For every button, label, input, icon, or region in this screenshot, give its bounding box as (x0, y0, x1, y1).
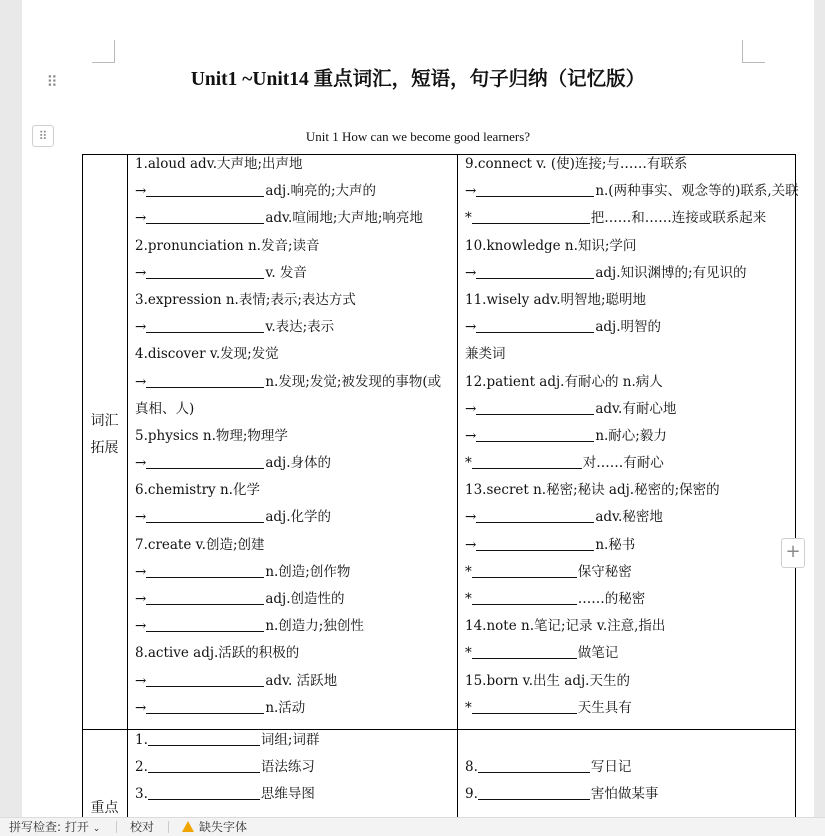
line-meaning: 思维导图 (260, 786, 315, 803)
line-meaning: 害怕做某事 (590, 786, 659, 803)
fill-in-blank (476, 318, 594, 333)
vocab-line: 13.secret n.秘密;秘诀 adj.秘密的;保密的 (465, 482, 720, 499)
fill-in-blank (472, 563, 577, 578)
fill-in-blank (148, 758, 260, 773)
line-meaning: 天生具有 (577, 699, 632, 716)
fill-in-blank (146, 182, 264, 197)
vocab-line (135, 450, 453, 477)
line-meaning: n.耐心;毅力 (595, 427, 667, 444)
vocab-line: 9.connect v. (使)连接;与……有联系 (465, 156, 688, 172)
line-meaning: 对……有耐心 (582, 455, 664, 472)
fill-in-blank (476, 536, 594, 551)
line-prefix: * (465, 645, 472, 662)
fill-in-blank (146, 672, 264, 687)
fill-in-blank (476, 400, 594, 415)
line-prefix: → (135, 455, 147, 472)
vocab-line: 兼类词 (465, 346, 506, 363)
vocab-line: 2.pronunciation n.发音;读音 (135, 237, 320, 254)
document-page (22, 0, 814, 817)
table-label-divider (127, 154, 128, 817)
line-prefix: * (465, 591, 472, 607)
vocab-line (465, 559, 791, 586)
line-prefix: 3. (135, 786, 148, 803)
line-prefix: → (135, 373, 147, 390)
vocab-left-column (135, 151, 453, 722)
vocab-line (465, 423, 791, 450)
line-meaning: v. 发音 (265, 264, 307, 281)
fill-in-blank (476, 264, 594, 279)
line-prefix: → (135, 699, 147, 716)
line-prefix: → (135, 210, 147, 227)
vocab-line (465, 504, 791, 531)
line-meaning: 写日记 (590, 759, 632, 776)
fill-in-blank (476, 182, 594, 197)
fill-in-blank (146, 590, 264, 605)
document-title: Unit1 ~Unit14 重点词汇，短语，句子归纳（记忆版） (190, 69, 646, 90)
unit-subtitle: Unit 1 How can we become good learners? (305, 129, 531, 144)
vocab-line (135, 727, 453, 754)
missing-font-button[interactable]: 缺失字体 (182, 820, 247, 834)
vocab-line (135, 586, 453, 613)
fill-in-blank (146, 508, 264, 523)
vocab-line: 10.knowledge n.知识;学问 (465, 237, 637, 254)
line-meaning: n.活动 (265, 699, 306, 716)
line-meaning: 保守秘密 (577, 563, 632, 580)
fill-in-blank (146, 264, 264, 279)
line-prefix: 2. (135, 759, 148, 776)
line-prefix: * (465, 699, 472, 716)
page-corner-mark-right (742, 40, 765, 63)
vocab-line (465, 532, 791, 559)
vocab-line: 7.create v.创造;创建 (135, 536, 265, 553)
paragraph-drag-handle[interactable]: ⠿ (46, 73, 58, 91)
line-prefix: → (135, 264, 147, 281)
vocab-line (465, 314, 791, 341)
line-meaning: adj.明智的 (595, 319, 661, 336)
line-prefix: → (465, 319, 477, 336)
vocab-line (135, 754, 453, 781)
page-gutter (814, 0, 825, 817)
phrase-left-column (135, 727, 453, 809)
vocab-line (465, 396, 791, 423)
phrase-right-column (465, 727, 791, 809)
line-prefix: → (135, 319, 147, 336)
vocab-line (135, 695, 453, 722)
fill-in-blank (472, 699, 577, 714)
line-meaning: adv.有耐心地 (595, 400, 677, 417)
fill-in-blank (146, 699, 264, 714)
vocab-line (465, 695, 791, 722)
line-meaning: ……的秘密 (577, 591, 646, 607)
line-prefix: * (465, 563, 472, 580)
vocab-line (465, 754, 791, 781)
vocab-line: 6.chemistry n.化学 (135, 482, 260, 499)
chevron-down-icon: ⌄ (92, 824, 101, 834)
line-meaning: 语法练习 (260, 759, 315, 776)
line-prefix: 8. (465, 759, 478, 776)
vocab-line (465, 781, 791, 808)
fill-in-blank (146, 318, 264, 333)
line-prefix: → (465, 427, 477, 444)
table-border-right (795, 154, 796, 817)
line-meaning: adj.响亮的;大声的 (265, 183, 377, 200)
line-prefix: → (465, 183, 477, 200)
page-corner-mark-left (92, 40, 115, 63)
line-meaning: n.发现;发觉;被发现的事物(或真相、人) (135, 373, 442, 417)
fill-in-blank (472, 644, 577, 659)
fill-in-blank (146, 454, 264, 469)
line-prefix: → (135, 509, 147, 526)
vocab-line (135, 781, 453, 808)
status-separator (168, 821, 169, 833)
status-bar (0, 817, 825, 836)
line-meaning: n.秘书 (595, 536, 636, 553)
vocab-line (465, 640, 791, 667)
line-prefix: * (465, 210, 472, 227)
line-prefix: → (465, 264, 477, 281)
fill-in-blank (476, 427, 594, 442)
vocab-line (135, 613, 453, 640)
vocab-line: 5.physics n.物理;物理学 (135, 427, 288, 444)
vocab-line (465, 205, 791, 232)
line-meaning: 把……和……连接或联系起来 (590, 210, 767, 227)
table-column-divider (457, 154, 458, 817)
line-meaning: adj.创造性的 (265, 591, 345, 608)
line-prefix: → (465, 536, 477, 553)
proofread-button[interactable]: 校对 (130, 820, 155, 834)
vocab-line (465, 727, 791, 754)
fill-in-blank (146, 563, 264, 578)
line-meaning: adv. 活跃地 (265, 672, 338, 689)
warning-icon (182, 821, 194, 832)
line-prefix: → (135, 672, 147, 689)
line-meaning: adv.秘密地 (595, 509, 663, 526)
vocab-table (82, 154, 799, 817)
spellcheck-toggle[interactable]: 拼写检查: 打开 ⌄ (9, 820, 101, 834)
line-prefix: 1. (135, 732, 148, 748)
vocab-line: 12.patient adj.有耐心的 n.病人 (465, 373, 663, 390)
table-move-handle[interactable]: ⠿ (32, 125, 54, 147)
vocab-right-column (465, 151, 799, 722)
fill-in-blank (472, 590, 577, 605)
fill-in-blank (476, 508, 594, 523)
add-column-button[interactable]: + (781, 538, 805, 568)
fill-in-blank (146, 373, 264, 388)
fill-in-blank (146, 617, 264, 632)
vocab-line (135, 668, 453, 695)
line-prefix: → (465, 509, 477, 526)
line-prefix: * (465, 455, 472, 472)
table-border-left (82, 154, 83, 817)
fill-in-blank (148, 731, 260, 746)
key-phrases-label: 重点 (90, 800, 119, 816)
line-meaning: adj.知识渊博的;有见识的 (595, 264, 747, 281)
fill-in-blank (478, 758, 590, 773)
vocab-line (135, 205, 453, 232)
vocab-line (135, 260, 453, 287)
line-prefix: → (465, 400, 477, 417)
vocab-line: 11.wisely adv.明智地;聪明地 (465, 291, 647, 308)
line-meaning: adv.喧闹地;大声地;响亮地 (265, 210, 423, 227)
line-meaning: n.(两种事实、观念等的)联系,关联 (595, 183, 799, 200)
line-meaning: 做笔记 (577, 645, 619, 662)
fill-in-blank (478, 785, 590, 800)
line-meaning: n.创造;创作物 (265, 563, 351, 580)
line-meaning: adj.身体的 (265, 455, 331, 472)
vocab-line (135, 559, 453, 586)
vocab-line: 3.expression n.表情;表示;表达方式 (135, 291, 356, 308)
line-prefix: → (135, 563, 147, 580)
line-meaning: v.表达;表示 (265, 319, 335, 336)
vocab-line (465, 178, 799, 205)
vocab-line (135, 178, 453, 205)
vocab-line (135, 314, 453, 341)
vocab-line (135, 504, 453, 531)
line-prefix: → (135, 591, 147, 608)
vocab-line: 15.born v.出生 adj.天生的 (465, 672, 630, 689)
vocab-line: 4.discover v.发现;发觉 (135, 346, 279, 363)
line-meaning: 词组;词群 (260, 732, 320, 748)
vocab-line (465, 260, 791, 287)
fill-in-blank (472, 454, 582, 469)
vocab-line: 14.note n.笔记;记录 v.注意,指出 (465, 618, 666, 635)
line-prefix: 9. (465, 786, 478, 803)
vocab-line: 8.active adj.活跃的积极的 (135, 645, 300, 662)
vocab-line (135, 369, 453, 423)
fill-in-blank (146, 209, 264, 224)
fill-in-blank (472, 209, 590, 224)
vocab-expansion-label: 词汇 拓展 (90, 413, 119, 456)
line-meaning: n.创造力;独创性 (265, 618, 364, 635)
line-prefix: → (135, 618, 147, 635)
status-separator (116, 821, 117, 833)
fill-in-blank (148, 785, 260, 800)
vocab-line (465, 586, 791, 613)
line-meaning: adj.化学的 (265, 509, 331, 526)
vocab-line (465, 450, 791, 477)
vocab-line: 1.aloud adv.大声地;出声地 (135, 156, 303, 172)
line-prefix: → (135, 183, 147, 200)
